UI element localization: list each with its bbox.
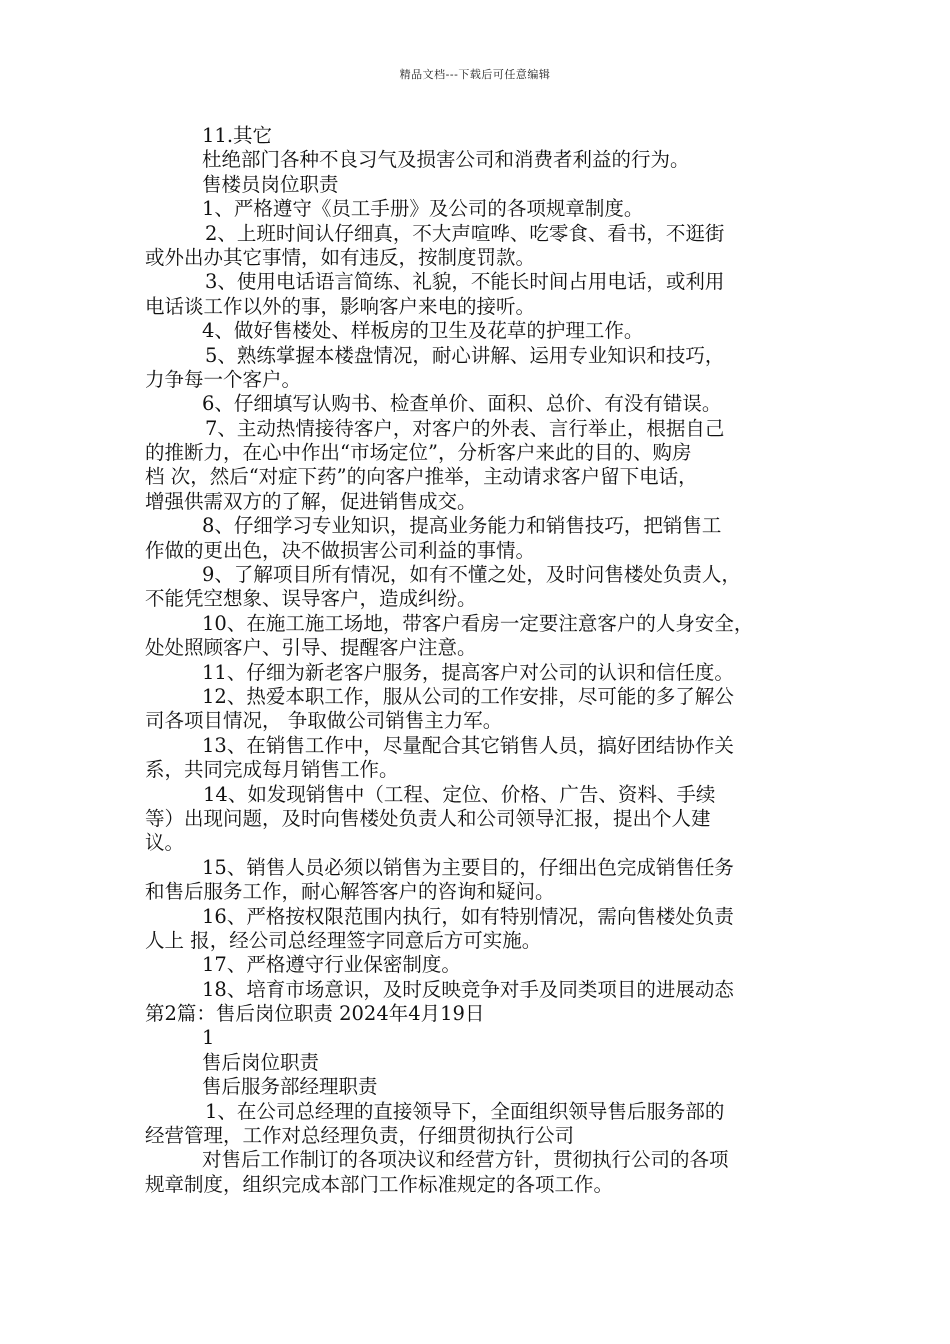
paragraph-line: 4、做好售楼处、样板房的卫生及花草的护理工作。 [202,319,644,343]
paragraph-line: 档 次，然后“对症下药”的向客户推举，主动请求客户留下电话， [145,465,698,489]
section-heading: 第2篇：售后岗位职责 2024年4月19日 [145,1002,485,1026]
paragraph-line: 增强供需双方的了解，促进销售成交。 [145,489,477,513]
section-heading: 11.其它 [202,124,273,147]
paragraph-line: 等）出现问题，及时向售楼处负责人和公司领导汇报，提出个人建 [145,806,711,830]
paragraph-line: 不能凭空想象、误导客户，造成纠纷。 [145,587,477,611]
paragraph-line: 电话谈工作以外的事，影响客户来电的接听。 [145,294,536,318]
paragraph-line: 司各项目情况， 争取做公司销售主力军。 [145,709,503,733]
paragraph-line: 15、销售人员必须以销售为主要目的，仔细出色完成销售任务 [202,855,734,879]
paragraph-line: 1、在公司总经理的直接领导下，全面组织领导售后服务部的 [205,1099,725,1123]
section-heading: 售后岗位职责 [202,1050,320,1074]
paragraph-line: 6、仔细填写认购书、检查单价、面积、总价、有没有错误。 [202,392,722,416]
paragraph-line: 7、主动热情接待客户，对客户的外表、言行举止，根据自己 [205,416,725,440]
paragraph-line: 人上 报，经公司总经理签字同意后方可实施。 [145,928,542,952]
paragraph-line: 对售后工作制订的各项决议和经营方针，贯彻执行公司的各项 [202,1148,729,1172]
paragraph-line: 9、了解项目所有情况，如有不懂之处，及时问售楼处负责人， [202,563,741,587]
paragraph-line: 的推断力，在心中作出“市场定位”，分析客户来此的目的、购房 [145,441,692,465]
paragraph-line: 8、仔细学习专业知识，提高业务能力和销售技巧，把销售工 [202,514,722,538]
paragraph-line: 或外出办其它事情，如有违反，按制度罚款。 [145,245,536,269]
paragraph-line: 14、如发现销售中（工程、定位、价格、广告、资料、手续 [203,782,716,806]
paragraph-line: 和售后服务工作，耐心解答客户的咨询和疑问。 [145,880,555,904]
section-heading: 售后服务部经理职责 [202,1075,378,1099]
paragraph-line: 10、在施工施工场地，带客户看房一定要注意客户的人身安全， [202,611,754,635]
document-body [145,124,810,1197]
paragraph-line: 系，共同完成每月销售工作。 [145,758,399,782]
paragraph-line: 13、在销售工作中，尽量配合其它销售人员，搞好团结协作关 [202,733,734,757]
paragraph-line: 17、严格遵守行业保密制度。 [202,953,461,977]
paragraph-line: 3、使用电话语言简练、礼貌，不能长时间占用电话，或利用 [205,270,725,294]
paragraph-line: 作做的更出色，决不做损害公司利益的事情。 [145,538,536,562]
page-number-text: 1 [202,1026,215,1050]
paragraph-line: 11、仔细为新老客户服务，提高客户对公司的认识和信任度。 [202,660,734,684]
paragraph-line: 2、上班时间认仔细真，不大声喧哗、吃零食、看书，不逛街 [205,221,725,245]
paragraph-line: 规章制度，组织完成本部门工作标准规定的各项工作。 [145,1172,614,1196]
paragraph-line: 16、严格按权限范围内执行，如有特别情况，需向售楼处负责 [202,904,734,928]
paragraph-line: 12、热爱本职工作，服从公司的工作安排，尽可能的多了解公 [202,684,734,708]
paragraph-line: 议。 [145,831,185,855]
paragraph-line: 经营管理，工作对总经理负责，仔细贯彻执行公司 [145,1124,575,1148]
paragraph-line: 处处照顾客户、引导、提醒客户注意。 [145,636,477,660]
paragraph-line: 5、熟练掌握本楼盘情况，耐心讲解、运用专业知识和技巧， [205,343,725,367]
paragraph-line: 力争每一个客户。 [145,367,302,391]
section-heading: 售楼员岗位职责 [202,172,339,196]
paragraph-line: 杜绝部门各种不良习气及损害公司和消费者利益的行为。 [202,148,690,172]
page-header: 精品文档---下载后可任意编辑 [399,68,551,81]
paragraph-line: 18、培育市场意识，及时反映竞争对手及同类项目的进展动态 [202,977,734,1001]
paragraph-line: 1、严格遵守《员工手册》及公司的各项规章制度。 [202,197,644,221]
